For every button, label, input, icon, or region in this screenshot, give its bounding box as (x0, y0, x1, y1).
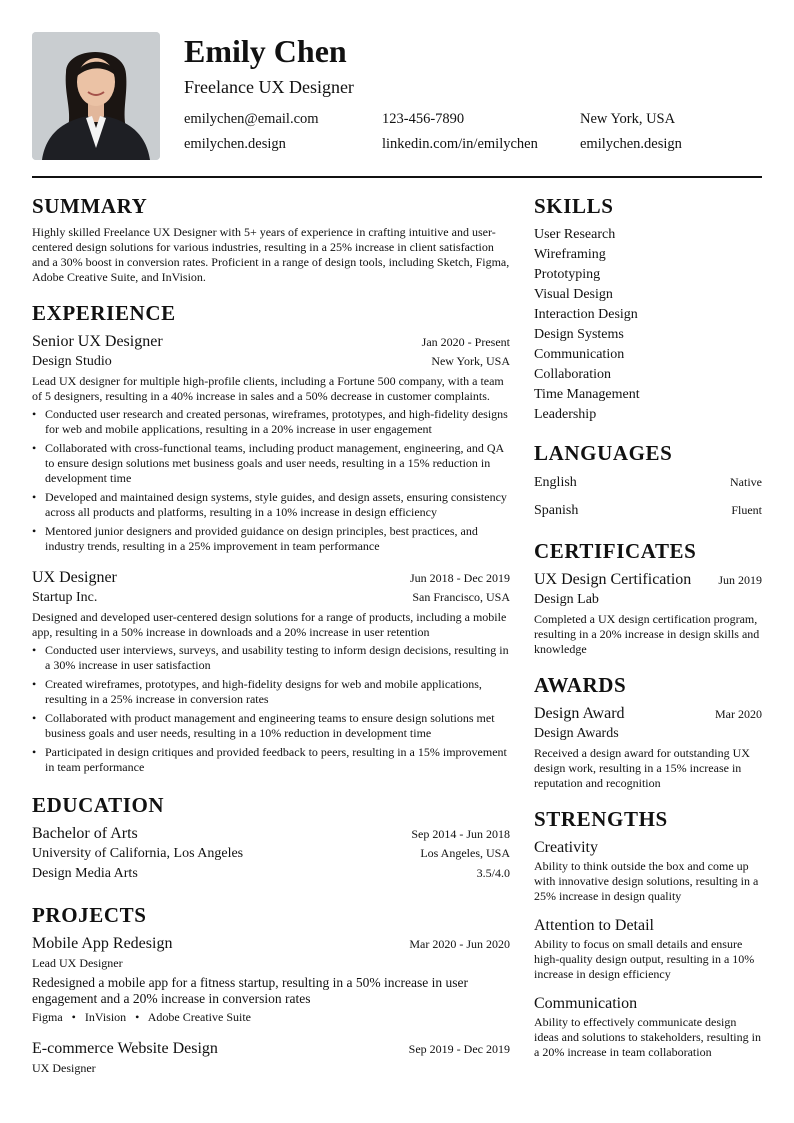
contact-phone[interactable]: 123-456-7890 (382, 111, 465, 127)
profile-photo-illustration (32, 32, 160, 160)
skills-section (534, 194, 762, 425)
education-section (32, 793, 510, 883)
projects-heading: PROJECTS (32, 903, 147, 927)
resume-header (32, 32, 762, 160)
education-school: University of California, Los Angeles (32, 846, 244, 861)
strength-name: Attention to Detail (534, 917, 654, 934)
language-name: Spanish (534, 503, 579, 518)
strength-item (534, 838, 762, 904)
right-column (534, 194, 762, 1074)
skill-item: Visual Design (534, 287, 613, 302)
strength-item (534, 916, 762, 982)
header-divider (32, 176, 762, 178)
strength-description: Ability to effectively communicate design ideas and solutions to stakeholders, resulting in a 20% increase in team collaboration (534, 1015, 761, 1059)
education-location: Los Angeles, USA (420, 846, 510, 860)
project-dates: Sep 2019 - Dec 2019 (408, 1042, 510, 1056)
job-dates: Jun 2018 - Dec 2019 (410, 571, 510, 585)
job-bullet: • Created wireframes, prototypes, and high-fidelity designs for web and mobile applications, resulting in a 25% increase in conversion rates (32, 677, 510, 707)
skill-item: Wireframing (534, 247, 606, 262)
project-entry (32, 1039, 510, 1076)
experience-section (32, 301, 510, 775)
contact-portfolio[interactable]: emilychen.design (580, 136, 682, 152)
strengths-section (534, 807, 762, 1060)
certificates-heading: CERTIFICATES (534, 539, 697, 563)
profile-photo (32, 32, 160, 160)
project-tool: InVision (84, 1010, 127, 1024)
language-level: Native (730, 475, 762, 489)
projects-section (32, 903, 510, 1076)
skills-heading: SKILLS (534, 194, 614, 218)
job-entry (32, 568, 510, 775)
tool-separator: • (135, 1010, 140, 1024)
project-tool: Adobe Creative Suite (147, 1010, 252, 1024)
job-bullet: • Collaborated with cross-functional teams, including product management, engineering, and QA to ensure design solutions met business goals and user needs, resulting in a 15% reduction in development time (32, 441, 510, 486)
education-degree: Bachelor of Arts (32, 825, 138, 842)
project-role: Lead UX Designer (32, 956, 123, 970)
languages-heading: LANGUAGES (534, 441, 673, 465)
summary-section (32, 194, 510, 285)
project-dates: Mar 2020 - Jun 2020 (409, 937, 510, 951)
job-dates: Jan 2020 - Present (421, 335, 510, 349)
skill-item: Interaction Design (534, 307, 638, 322)
languages-section (534, 441, 762, 521)
job-company: Startup Inc. (32, 590, 98, 605)
language-item (534, 472, 762, 493)
education-dates: Sep 2014 - Jun 2018 (411, 827, 510, 841)
skill-item: User Research (534, 227, 616, 242)
project-tool: Figma (32, 1010, 63, 1024)
awards-heading: AWARDS (534, 673, 627, 697)
left-column (32, 194, 510, 1090)
strength-name: Creativity (534, 839, 598, 856)
skill-item: Design Systems (534, 327, 624, 342)
summary-text: Highly skilled Freelance UX Designer with 5+ years of experience in crafting intuitive and user-centered design solutions for various industries, resulting in a 25% increase in client satisfaction and a 30% boost in conversion rates. Proficient in a range of design tools, including Sketch, Figma, Adobe Creative Suite, and InVision. (32, 225, 510, 284)
contact-location: New York, USA (580, 111, 676, 127)
strengths-heading: STRENGTHS (534, 807, 668, 831)
job-role: UX Designer (32, 569, 117, 586)
contact-website[interactable]: emilychen.design (184, 136, 286, 152)
awards-section (534, 673, 762, 791)
job-bullet: • Conducted user research and created personas, wireframes, prototypes, and high-fidelity designs for web and mobile applications, resulting in a 20% increase in user engagement (32, 407, 510, 437)
job-bullets (32, 407, 510, 554)
tool-separator: • (71, 1010, 76, 1024)
candidate-name: Emily Chen (184, 33, 347, 69)
job-bullet: • Conducted user interviews, surveys, and usability testing to inform design decisions, resulting in a 30% increase in user satisfaction (32, 643, 510, 673)
education-heading: EDUCATION (32, 793, 165, 817)
project-description: Redesigned a mobile app for a fitness startup, resulting in a 50% increase in user engagement and a 20% increase in conversion rates (32, 975, 469, 1006)
job-location: San Francisco, USA (412, 590, 510, 604)
job-bullets (32, 643, 510, 775)
project-entry (32, 934, 510, 1025)
project-name: Mobile App Redesign (32, 935, 173, 952)
skill-item: Collaboration (534, 367, 611, 382)
project-name: E-commerce Website Design (32, 1040, 218, 1057)
skill-item: Leadership (534, 407, 597, 422)
strength-description: Ability to focus on small details and ensure high-quality design output, resulting in a 10% increase in design efficiency (534, 937, 755, 981)
skill-item: Communication (534, 347, 625, 362)
job-bullet: • Collaborated with product management and engineering teams to ensure design solutions met business goals and user needs, resulting in a 10% reduction in development time (32, 711, 510, 741)
job-bullet: • Developed and maintained design systems, style guides, and design assets, ensuring consistency across all products and platforms, resulting in a 10% increase in design efficiency (32, 490, 510, 520)
education-field: Design Media Arts (32, 866, 138, 881)
award-name: Design Award (534, 705, 625, 722)
certificate-date: Jun 2019 (718, 573, 762, 587)
contact-email[interactable]: emilychen@email.com (184, 111, 319, 127)
strength-description: Ability to think outside the box and come up with innovative design solutions, resulting in a 25% increase in design quality (534, 859, 759, 903)
strength-name: Communication (534, 995, 638, 1012)
job-description: Designed and developed user-centered design solutions for a range of products, including a mobile app, resulting in a 50% increase in downloads and a 20% increase in user retention (32, 610, 507, 639)
contact-linkedin[interactable]: linkedin.com/in/emilychen (382, 136, 538, 152)
education-gpa: 3.5/4.0 (476, 866, 510, 880)
certificate-name: UX Design Certification (534, 571, 692, 588)
certificate-description: Completed a UX design certification program, resulting in a 20% increase in design skills and knowledge (534, 612, 760, 656)
certificate-issuer: Design Lab (534, 592, 599, 607)
job-role: Senior UX Designer (32, 333, 163, 350)
summary-heading: SUMMARY (32, 194, 148, 218)
award-description: Received a design award for outstanding UX design work, resulting in a 15% increase in reputation and recognition (534, 746, 750, 790)
strength-item (534, 994, 762, 1060)
job-entry (32, 332, 510, 554)
language-item (534, 500, 762, 521)
candidate-title: Freelance UX Designer (184, 77, 354, 97)
skill-item: Prototyping (534, 267, 601, 282)
project-tools (32, 1010, 510, 1025)
job-location: New York, USA (431, 354, 510, 368)
skill-item: Time Management (534, 387, 640, 402)
award-issuer: Design Awards (534, 726, 619, 741)
experience-heading: EXPERIENCE (32, 301, 176, 325)
job-bullet: • Participated in design critiques and provided feedback to peers, resulting in a 15% improvement in team performance (32, 745, 510, 775)
language-level: Fluent (731, 503, 762, 517)
language-name: English (534, 475, 577, 490)
certificates-section (534, 539, 762, 657)
project-role: UX Designer (32, 1061, 96, 1075)
job-company: Design Studio (32, 354, 112, 369)
award-date: Mar 2020 (715, 707, 762, 721)
job-bullet: • Mentored junior designers and provided guidance on design principles, best practices, and industry trends, resulting in a 25% improvement in team performance (32, 524, 510, 554)
job-description: Lead UX designer for multiple high-profile clients, including a Fortune 500 company, with a team of 5 designers, resulting in a 40% increase in sales and a 50% decrease in customer complaints. (32, 374, 504, 403)
